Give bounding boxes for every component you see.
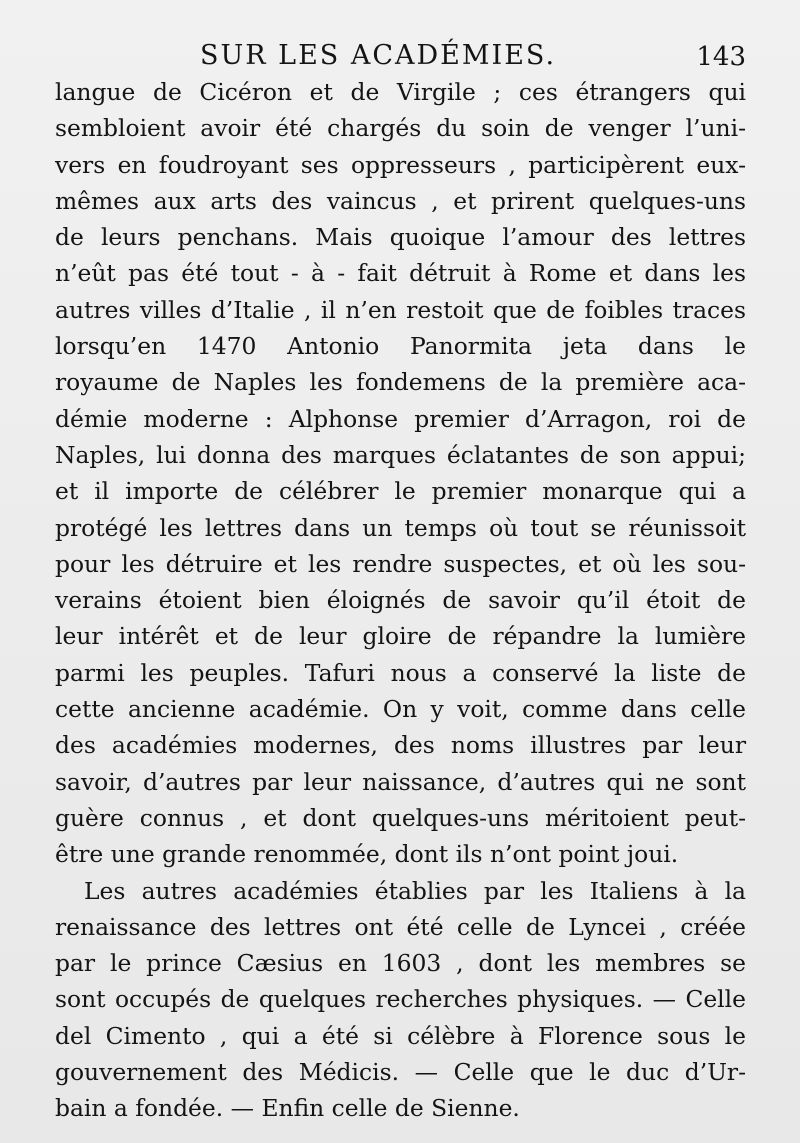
text-line: savoir, d’autres par leur naissance, d’autres qui ne sont xyxy=(55,767,746,796)
text-line: par le prince Cæsius en 1603 , dont les membres se xyxy=(55,949,746,978)
running-head xyxy=(55,38,746,78)
text-line: gouvernement des Médicis. — Celle que le duc d’Ur- xyxy=(55,1058,746,1087)
text-line: lorsqu’en 1470 Antonio Panormita jeta dans le xyxy=(55,332,746,361)
text-line: sembloient avoir été chargés du soin de venger l’uni- xyxy=(55,114,746,143)
text-line: des académies modernes, des noms illustres par leur xyxy=(55,731,746,760)
text-line: démie moderne : Alphonse premier d’Arragon, roi de xyxy=(55,404,746,433)
text-line: guère connus , et dont quelques-uns méritoient peut- xyxy=(55,803,746,832)
text-line: Naples, lui donna des marques éclatantes de son appui; xyxy=(55,440,746,469)
paragraph-last-line: bain a fondée. — Enfin celle de Sienne. xyxy=(55,1094,520,1123)
text-line: sont occupés de quelques recherches physiques. — Celle xyxy=(55,985,746,1014)
text-line: cette ancienne académie. On y voit, comme dans celle xyxy=(55,695,746,724)
text-line: royaume de Naples les fondemens de la première aca- xyxy=(55,368,746,397)
text-line: verains étoient bien éloignés de savoir qu’il étoit de xyxy=(55,586,746,615)
text-line: vers en foudroyant ses oppresseurs , participèrent eux- xyxy=(55,150,746,179)
text-line: de leurs penchans. Mais quoique l’amour des lettres xyxy=(55,223,746,252)
paragraph-first-line: Les autres académies établies par les Italiens à la xyxy=(84,876,746,905)
text-line: mêmes aux arts des vaincus , et prirent quelques-uns xyxy=(55,186,746,215)
text-line: n’eût pas été tout - à - fait détruit à Rome et dans les xyxy=(55,259,746,288)
text-line: del Cimento , qui a été si célèbre à Florence sous le xyxy=(55,1021,746,1050)
page-number: 143 xyxy=(696,42,746,72)
running-head-title: SUR LES ACADÉMIES. xyxy=(200,40,557,71)
paragraph-last-line: être une grande renommée, dont ils n’ont point joui. xyxy=(55,840,679,869)
text-line: langue de Cicéron et de Virgile ; ces étrangers qui xyxy=(55,78,746,106)
text-line: protégé les lettres dans un temps où tout se réunissoit xyxy=(55,513,746,542)
text-line: renaissance des lettres ont été celle de Lyncei , créée xyxy=(55,912,746,941)
body-text xyxy=(55,74,746,1127)
text-line: et il importe de célébrer le premier monarque qui a xyxy=(55,477,746,506)
text-line: autres villes d’Italie , il n’en restoit que de foibles traces xyxy=(55,295,746,324)
text-line: leur intérêt et de leur gloire de répandre la lumière xyxy=(55,622,746,651)
text-line: pour les détruire et les rendre suspectes, et où les sou- xyxy=(55,549,746,578)
text-line: parmi les peuples. Tafuri nous a conservé la liste de xyxy=(55,658,746,687)
